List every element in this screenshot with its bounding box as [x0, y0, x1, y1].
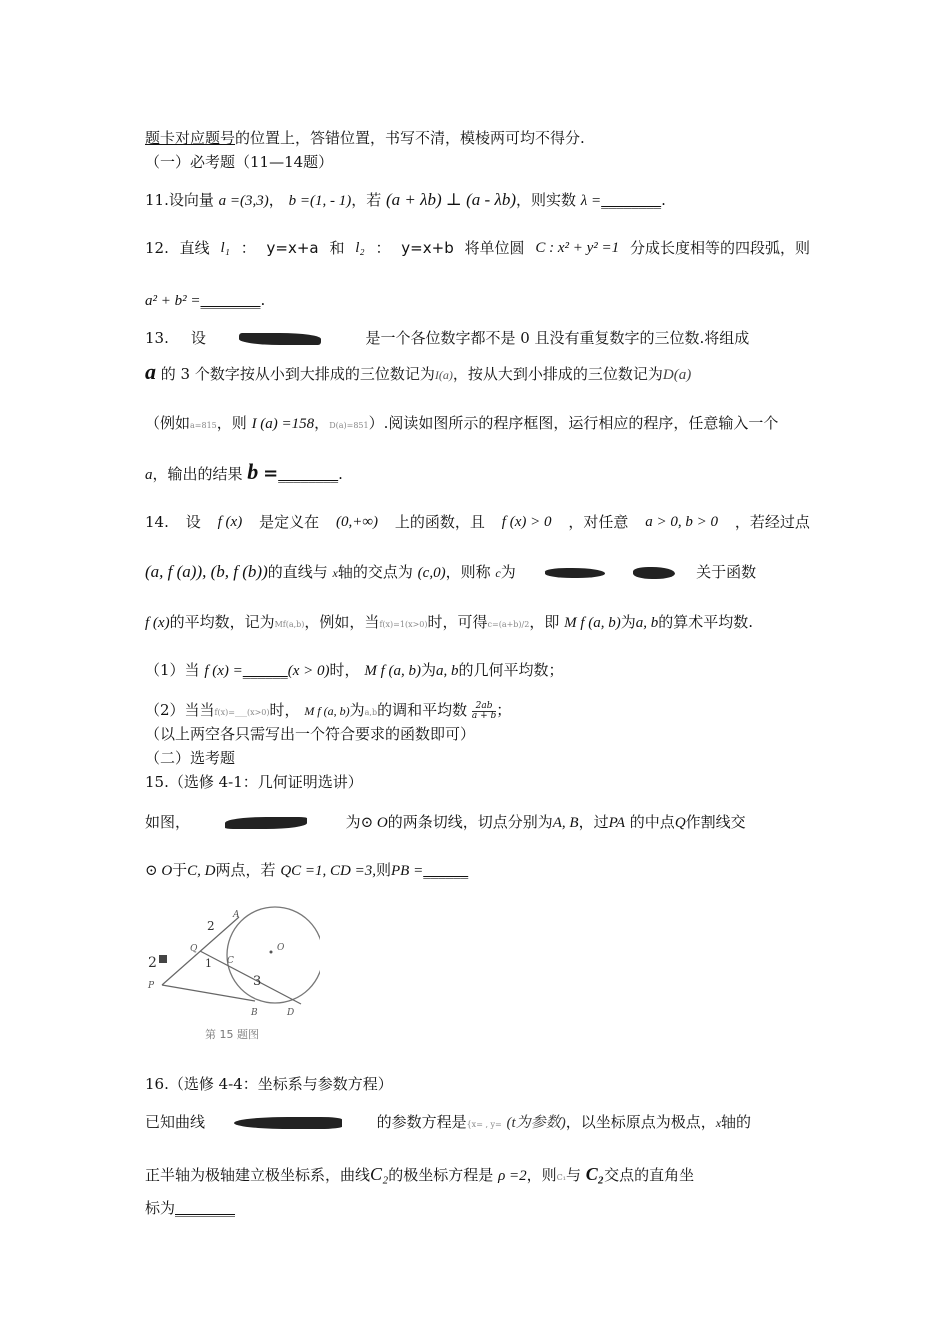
- label-o: O: [277, 943, 285, 953]
- question-16: 已知曲线 的参数方程是{x= , y= (t为参数)，以坐标原点为极点，x轴的: [145, 1113, 752, 1131]
- question-15-title: 15.（选修 4-1：几何证明选讲）: [145, 773, 363, 791]
- intro-line: [145, 128, 810, 148]
- section-required-heading: （一）必考题（11—14题）: [145, 153, 334, 171]
- answer-blank: ________: [175, 1199, 236, 1217]
- section-optional-heading: （二）选考题: [145, 749, 236, 767]
- line-l2-equation: y=x+b: [401, 239, 454, 257]
- label-c: C: [227, 956, 234, 966]
- handwritten-mark: [159, 955, 167, 963]
- handwritten-1: 1: [205, 957, 212, 970]
- vector-a: a =(3,3): [218, 193, 269, 209]
- question-14: 14. 设 f (x) 是定义在 (0,+∞) 上的函数，且 f (x) > 0 ，对任意 a > 0, b > 0 ，若经过点: [145, 513, 810, 531]
- handwritten-2-left: 2: [148, 955, 157, 971]
- geometry-figure-15: [145, 905, 320, 1040]
- question-14-note: （以上两空各只需写出一个符合要求的函数即可）: [145, 725, 476, 743]
- question-13-line2: a 的 3 个数字按从小到大排成的三位数记为I(a)，按从大到小排成的三位数记为D(a): [145, 359, 692, 384]
- smudged-variable-a: [239, 333, 321, 345]
- question-14-part2: （2）当当f(x)=___(x>0)时， M f (a, b)为a,b的调和平均数 $\frac{2ab}{a + b}$ ；: [145, 700, 512, 721]
- label-d: D: [287, 1008, 295, 1018]
- figure-caption: 第 15 题图: [205, 1028, 259, 1041]
- intro-underlined: 题卡对应题号: [145, 129, 236, 147]
- question-11: 11.设向量 a =(3,3)， b =(1, - 1)，若 (a + λb) ⊥ (a - λb)，则实数 λ =________.: [145, 190, 666, 209]
- harmonic-mean-fraction: $\frac{2ab}{a + b}$: [471, 700, 497, 721]
- intro-rest: 的位置上，答错位置，书写不清，模棱两可均不得分.: [235, 129, 585, 147]
- answer-blank: ________: [278, 465, 339, 483]
- question-12: 12. 直线 l₁ ： y=x+a 和 l₂ ： y=x+b 将单位圆 C : x² + y² =1 分成长度相等的四段弧，则: [145, 239, 810, 257]
- smudged-curve-c1: [234, 1117, 342, 1129]
- vector-b: b =(1, - 1): [288, 193, 352, 209]
- label-b: B: [251, 1008, 258, 1018]
- label-a: A: [233, 910, 240, 920]
- label-q: Q: [190, 944, 198, 954]
- answer-blank: ______: [423, 861, 469, 879]
- question-15: 如图， 为⊙ O的两条切线，切点分别为A, B，过PA 的中点Q作割线交: [145, 813, 746, 831]
- question-15-line2: ⊙ O于C, D两点，若 QC =1, CD =3,则PB =______: [145, 861, 469, 879]
- unit-circle-equation: C : x² + y² =1: [535, 240, 620, 256]
- question-13-line4: a，输出的结果 b =________.: [145, 459, 343, 484]
- question-13-line3: （例如a=815，则 I (a) =158，D(a)=851）.阅读如图所示的程序框图，运行相应的程序，任意输入一个: [145, 414, 779, 432]
- answer-blank: ______: [242, 661, 288, 679]
- handwritten-3: 3: [253, 974, 262, 989]
- circle-o: [227, 907, 320, 1003]
- question-14-part1: （1）当 f (x) =______(x > 0)时， M f (a, b)为a, b的几何平均数；: [145, 661, 564, 679]
- smudged-tangent-lines: [225, 817, 307, 829]
- question-12-answer: a² + b² =________.: [145, 291, 266, 309]
- line-l1-equation: y=x+a: [266, 239, 319, 257]
- perpendicular-condition: (a + λb) ⊥ (a - λb): [385, 190, 516, 209]
- handwritten-2-top: 2: [207, 919, 215, 933]
- question-14-line3: f (x)的平均数，记为Mf(a,b)，例如，当f(x)=1(x>0)时，可得c=(a+b)/2，即 M f (a, b)为a, b的算术平均数.: [145, 613, 754, 631]
- answer-blank: ________: [200, 291, 261, 309]
- question-14-line2: (a, f (a)), (b, f (b))的直线与 x轴的交点为 (c,0)，则称 c为 关于函数: [145, 562, 757, 581]
- question-16-line2: 正半轴为极轴建立极坐标系，曲线C₂的极坐标方程是 ρ =2，则C₁与 C₂交点的直角坐: [145, 1164, 695, 1184]
- label-p: P: [148, 981, 155, 991]
- question-16-line3: 标为________: [145, 1199, 236, 1217]
- answer-blank: ________: [601, 191, 662, 209]
- center-point: [270, 951, 273, 954]
- smudged-variable-b: [633, 567, 675, 579]
- question-16-title: 16.（选修 4-4：坐标系与参数方程）: [145, 1075, 393, 1093]
- smudged-variable-a-comma: [545, 568, 605, 578]
- question-13: 13. 设 是一个各位数字都不是 0 且没有重复数字的三位数.将组成: [145, 329, 750, 347]
- tangent-pb: [162, 985, 255, 1001]
